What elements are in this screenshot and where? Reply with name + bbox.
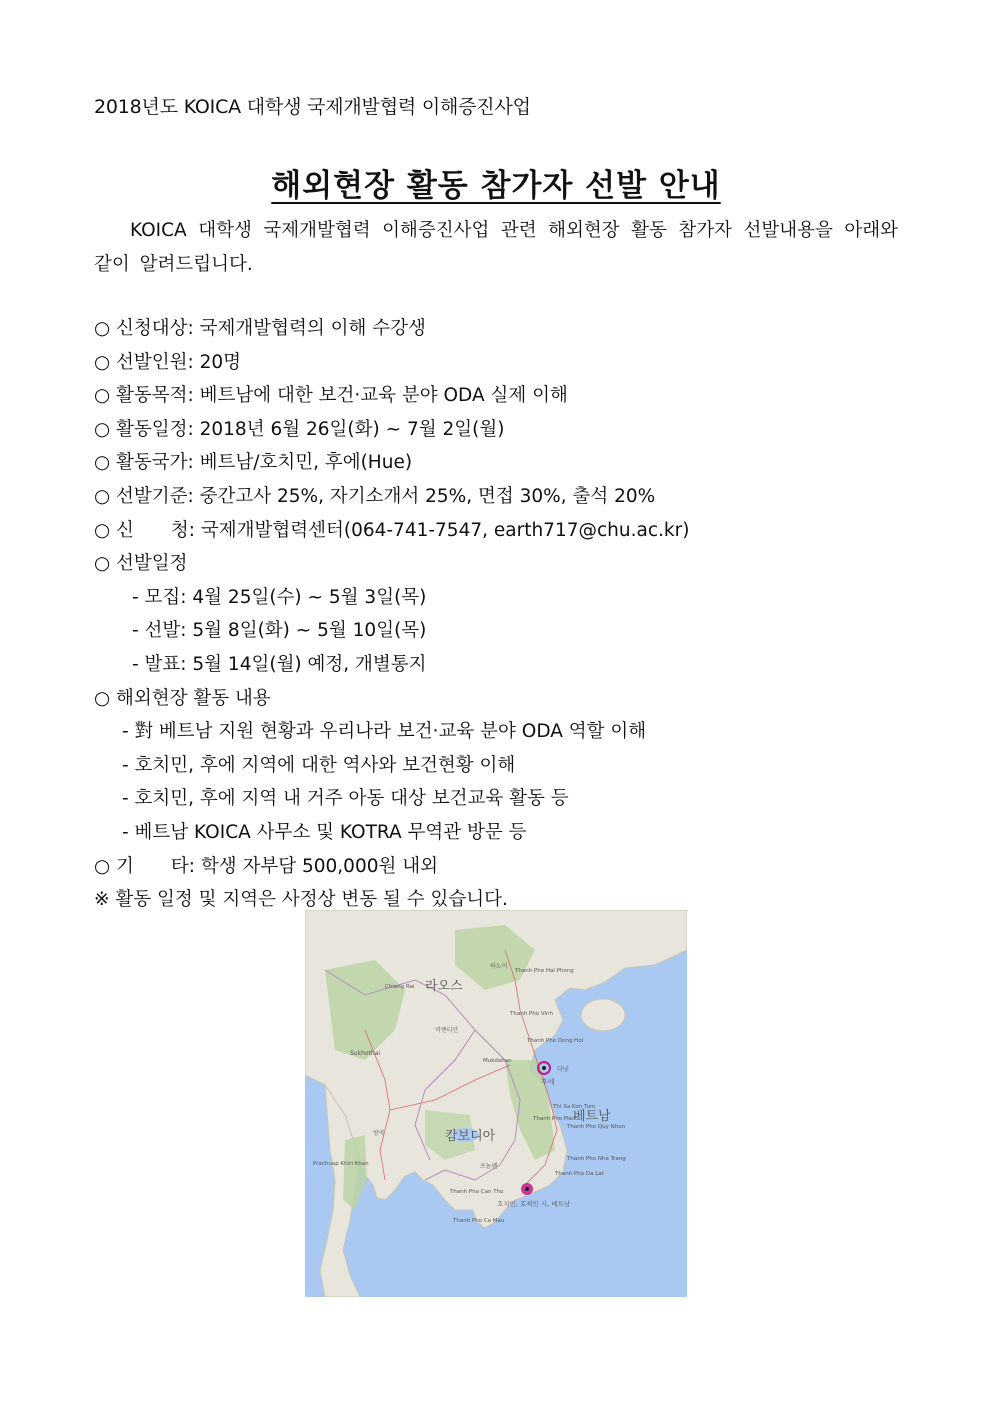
map-graphic: [305, 910, 687, 1297]
item-target: ○ 신청대상: 국제개발협력의 이해 수강생: [94, 318, 426, 339]
vietnam-map: [305, 910, 687, 1297]
hcmc-marker-dot: [525, 1187, 529, 1191]
item-schedule: ○ 활동일정: 2018년 6월 26일(화) ~ 7월 2일(월): [94, 418, 505, 440]
selection-select: - 선발: 5월 8일(화) ~ 5월 10일(목): [132, 620, 427, 642]
label-hanoi: 하노이: [490, 963, 508, 970]
label-chiangrai: Chiang Rai: [385, 984, 415, 990]
label-kontum: Thi Xa Kon Tum: [553, 1104, 596, 1110]
activity-2: - 호치민, 후에 지역에 대한 역사와 보건현황 이해: [122, 754, 516, 776]
item-count: ○ 선발인원: 20명: [94, 351, 242, 373]
item-note: ※ 활동 일정 및 지역은 사정상 변동 될 수 있습니다.: [94, 889, 508, 911]
item-selection-heading: ○ 선발일정: [94, 553, 188, 575]
label-vietnam: 베트남: [573, 1109, 611, 1124]
label-dalat: Thanh Pho Da Lat: [555, 1171, 604, 1177]
item-etc: ○ 기 타: 학생 자부담 500,000원 내외: [94, 855, 438, 877]
label-prachuap: Prachuap Khiri Khan: [313, 1161, 369, 1167]
hue-marker-dot: [542, 1066, 546, 1070]
document-title: 해외현장 활동 참가자 선발 안내: [271, 168, 721, 204]
label-danang: 다낭: [557, 1066, 569, 1073]
label-donghoi: Thanh Pho Dong Hoi: [527, 1038, 584, 1044]
item-country: ○ 활동국가: 베트남/호치민, 후에(Hue): [94, 452, 413, 474]
label-camau: Thanh Pho Ca Mau: [453, 1218, 505, 1224]
item-apply: ○ 신 청: 국제개발협력센터(064-741-7547, earth717@chu.ac.kr): [94, 519, 690, 541]
document-header: 2018년도 KOICA 대학생 국제개발협력 이해증진사업: [94, 96, 531, 118]
label-hcmc: 호치민, 호찌민 시, 베트남: [497, 1200, 571, 1208]
label-cambodia: 캄보디아: [445, 1129, 496, 1144]
label-haiphong: Thanh Pho Hai Phong: [515, 968, 574, 974]
activity-3: - 호치민, 후에 지역 내 거주 아동 대상 보건교육 활동 등: [122, 788, 569, 810]
label-pleiku: Thanh Pho Pleiku: [533, 1116, 581, 1122]
label-quinhon: Thanh Pho Quy Nhon: [567, 1124, 626, 1130]
selection-recruit: - 모집: 4월 25일(수) ~ 5월 3일(목): [132, 586, 427, 608]
intro-paragraph: KOICA 대학생 국제개발협력 이해증진사업 관련 해외현장 활동 참가자 선발내용을 아래와 같이 알려드립니다.: [94, 220, 898, 275]
label-vinh: Thanh Pho Vinh: [510, 1011, 553, 1017]
label-bangkok: 방콕: [373, 1130, 385, 1137]
item-activity-heading: ○ 해외현장 활동 내용: [94, 687, 271, 709]
selection-announce: - 발표: 5월 14일(월) 예정, 개별통지: [132, 653, 427, 675]
label-nhatrang: Thanh Pho Nha Trang: [567, 1156, 626, 1162]
label-hue: 후에: [541, 1078, 555, 1086]
label-vientiane: 비엔티안: [435, 1027, 459, 1034]
item-purpose: ○ 활동목적: 베트남에 대한 보건·교육 분야 ODA 실제 이해: [94, 385, 568, 407]
label-laos: 라오스: [425, 979, 463, 994]
activity-4: - 베트남 KOICA 사무소 및 KOTRA 무역관 방문 등: [122, 821, 527, 843]
activity-1: - 對 베트남 지원 현황과 우리나라 보건·교육 분야 ODA 역할 이해: [122, 721, 647, 743]
label-cantho: Thanh Pho Can Tho: [450, 1189, 504, 1195]
hainan-island: [581, 999, 625, 1031]
item-criteria: ○ 선발기준: 중간고사 25%, 자기소개서 25%, 면접 30%, 출석 20%: [94, 485, 656, 507]
item-list: [94, 312, 914, 917]
label-phnompenh: 프놈펜: [480, 1163, 498, 1170]
label-mukdahan: Mukdahan: [483, 1058, 512, 1064]
label-sukhothai: Sukhothai: [350, 1050, 381, 1057]
